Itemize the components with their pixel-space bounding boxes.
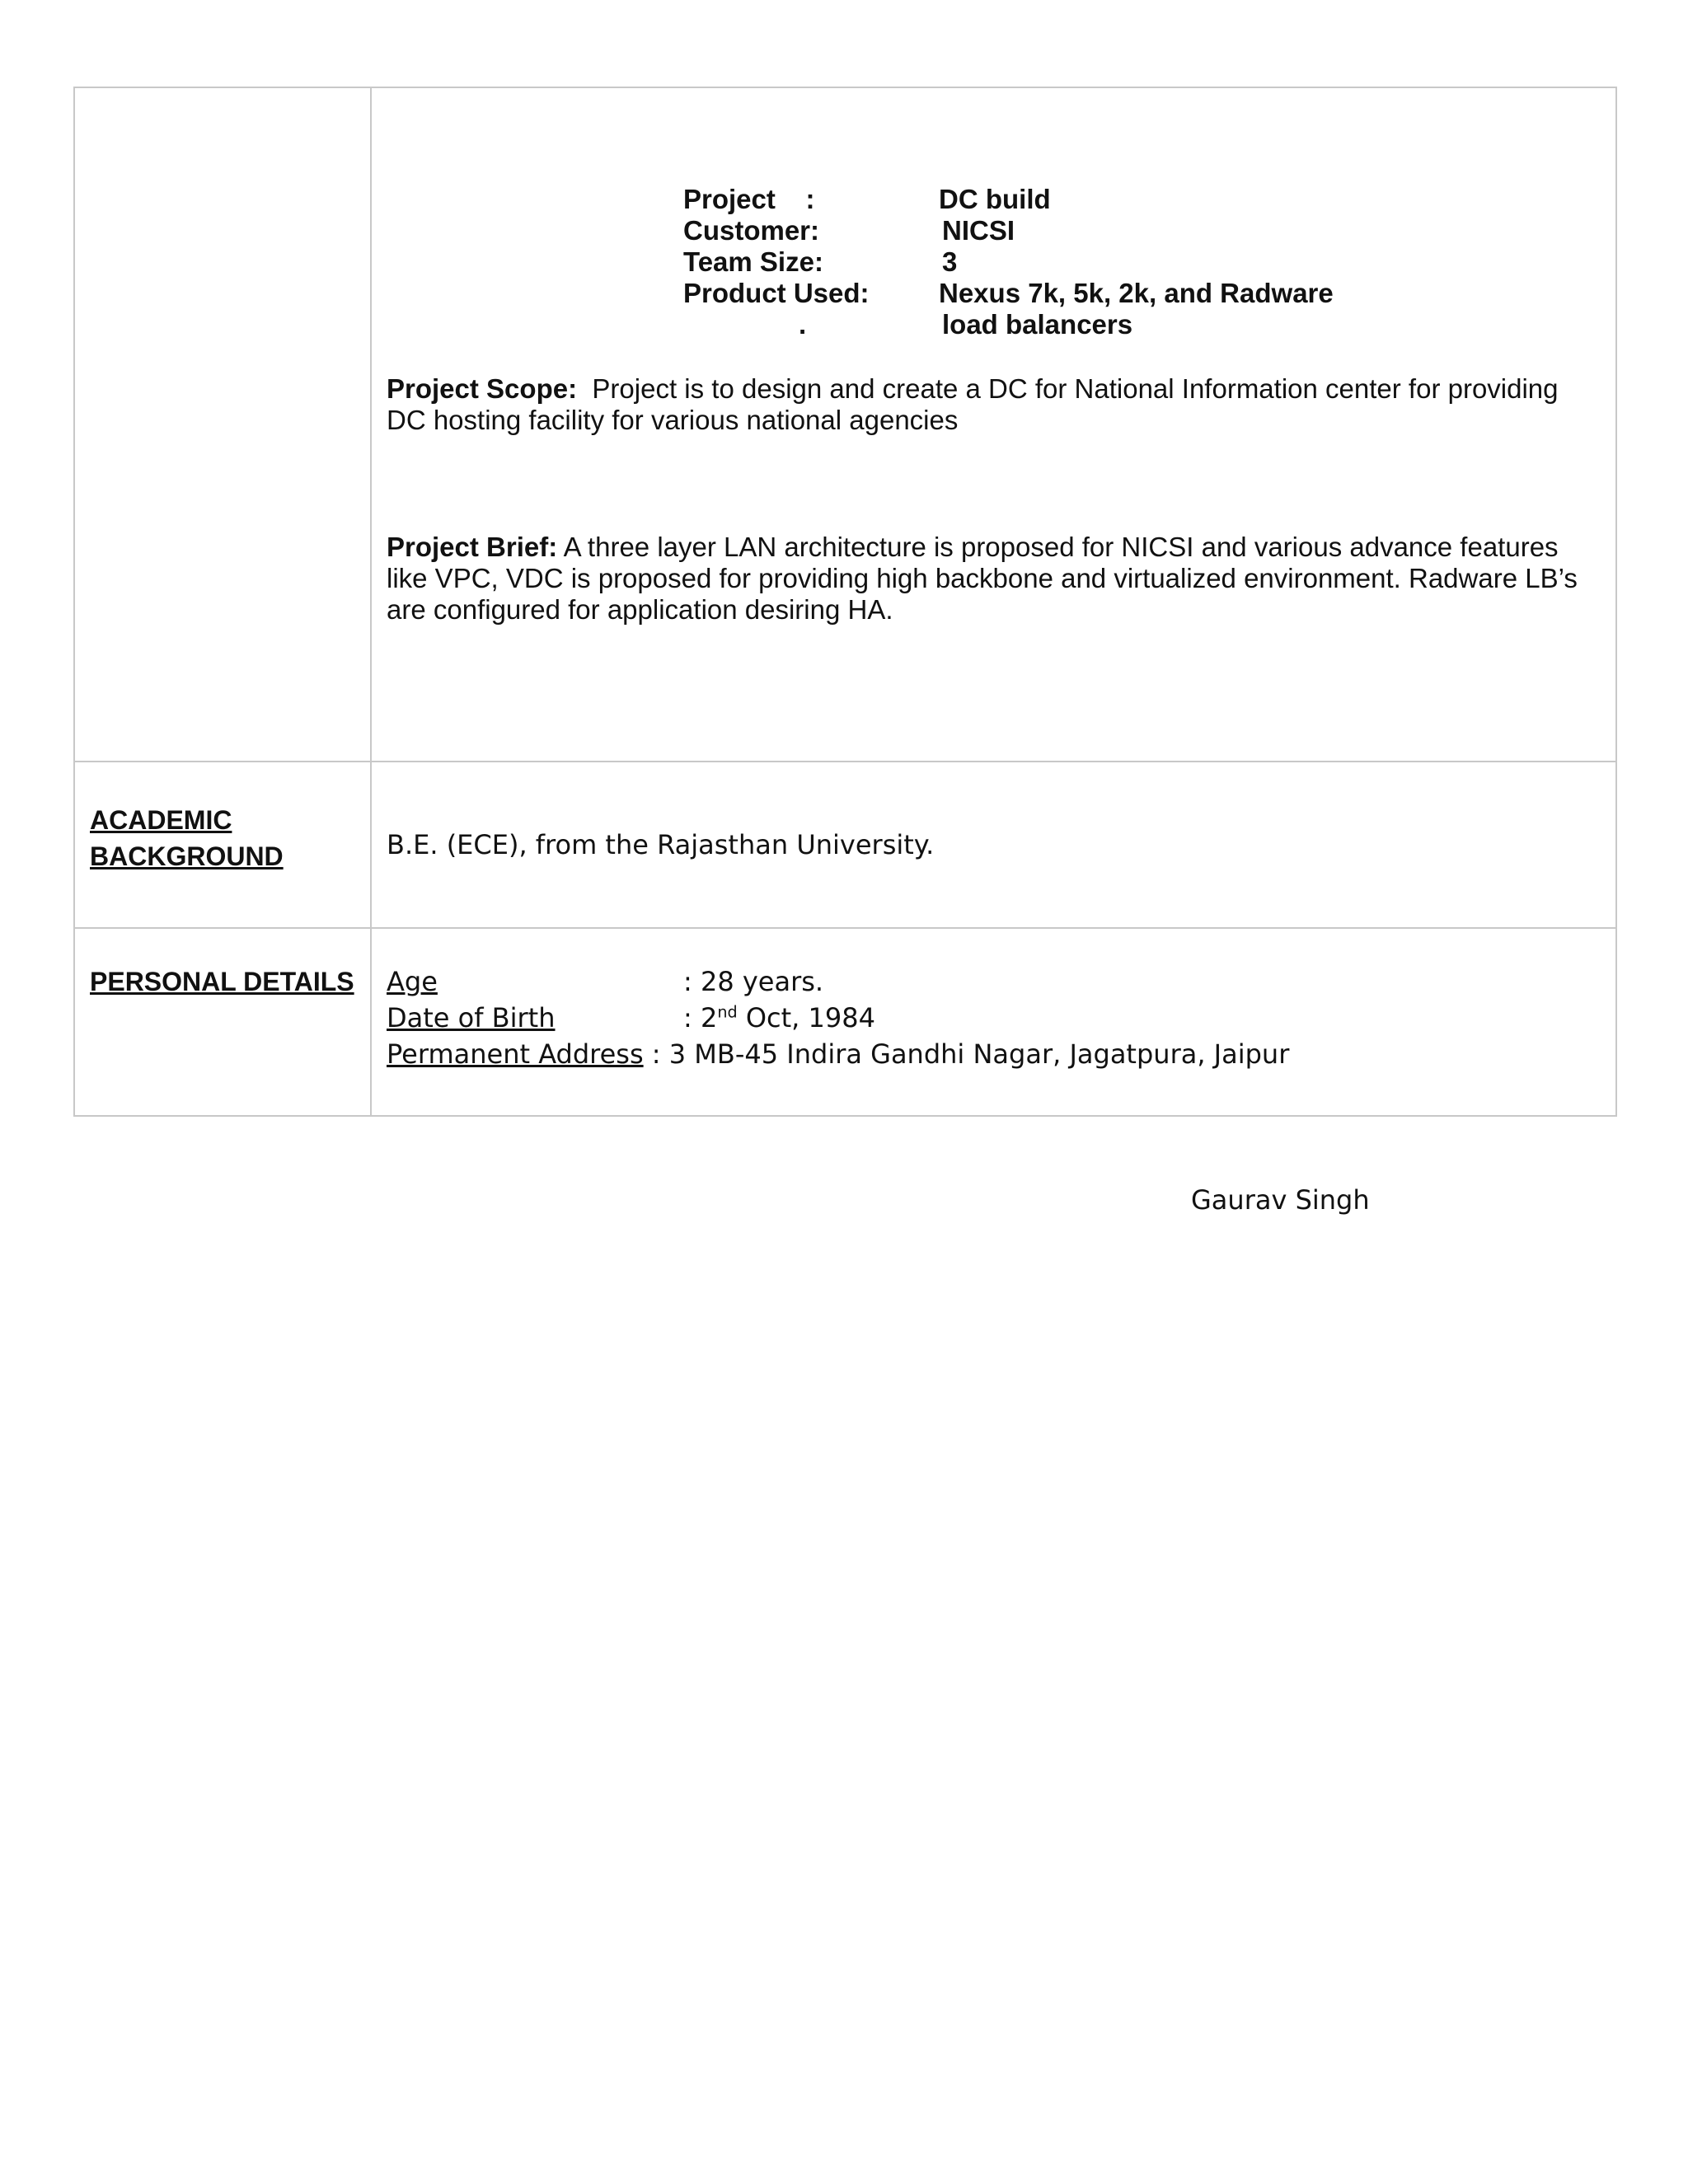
- project-brief-text: A three layer LAN architecture is proposed for NICSI and various advance features like VPC, VDC is proposed for providing high backbone and virtualized environment. Radware LB’s are configured for application desiring HA.: [387, 532, 1578, 625]
- customer-field-label: Customer:: [683, 215, 820, 246]
- project-brief-label: Project Brief:: [387, 532, 558, 562]
- project-scope-label: Project Scope:: [387, 373, 578, 404]
- academic-right-cell: [372, 762, 1615, 927]
- project-brief: [387, 532, 1601, 626]
- project-row: [75, 88, 1615, 761]
- dob-suffix: Oct, 1984: [737, 1002, 875, 1033]
- personal-details: [387, 963, 1601, 1072]
- dob-label: Date of Birth: [387, 1002, 556, 1033]
- age-value: : 28 years.: [683, 966, 824, 997]
- address-label: Permanent Address: [387, 1038, 644, 1070]
- academic-row: [75, 761, 1615, 927]
- personal-right-cell: [372, 929, 1615, 1115]
- dob-suffix-ordinal: nd: [717, 1002, 738, 1022]
- dob-prefix: : 2: [683, 1002, 718, 1033]
- project-left-cell: [75, 88, 372, 761]
- academic-heading: [90, 802, 370, 874]
- continuation-dot: .: [799, 309, 807, 340]
- project-right-cell: [372, 88, 1615, 761]
- product-used-field-label: Product Used:: [683, 278, 870, 308]
- academic-text: B.E. (ECE), from the Rajasthan University.: [387, 829, 935, 860]
- project-meta: [683, 184, 1601, 340]
- personal-row: [75, 927, 1615, 1115]
- signature: Gaurav Singh: [1191, 1184, 1370, 1216]
- project-scope: [387, 373, 1601, 436]
- product-used-field-value: Nexus 7k, 5k, 2k, and Radware: [939, 278, 1334, 308]
- personal-left-cell: [75, 929, 372, 1115]
- project-field-label: Project :: [683, 184, 815, 214]
- project-scope-text: Project is to design and create a DC for National Information center for providing DC hosting facility for various national agencies: [387, 373, 1559, 435]
- age-label: Age: [387, 966, 438, 997]
- product-used-continuation: [683, 309, 1601, 340]
- resume-table: [73, 87, 1617, 1117]
- team-size-field-value: 3: [942, 246, 958, 277]
- academic-left-cell: [75, 762, 372, 927]
- team-size-field: [683, 246, 1601, 278]
- academic-heading-line1: ACADEMIC: [90, 805, 232, 835]
- age-line: [387, 963, 1601, 1000]
- academic-heading-line2: BACKGROUND: [90, 841, 284, 871]
- customer-field-value: NICSI: [942, 215, 1015, 246]
- project-field: [683, 184, 1601, 215]
- dob-value: [683, 1000, 875, 1036]
- address-line: [387, 1036, 1601, 1072]
- personal-heading: PERSONAL DETAILS: [90, 967, 354, 996]
- product-used-continuation-value: load balancers: [942, 309, 1133, 340]
- product-used-field: [683, 278, 1601, 309]
- address-value: : 3 MB-45 Indira Gandhi Nagar, Jagatpura, Jaipur: [643, 1038, 1290, 1070]
- project-field-value: DC build: [939, 184, 1051, 214]
- customer-field: [683, 215, 1601, 246]
- team-size-field-label: Team Size:: [683, 246, 823, 277]
- dob-line: [387, 1000, 1601, 1036]
